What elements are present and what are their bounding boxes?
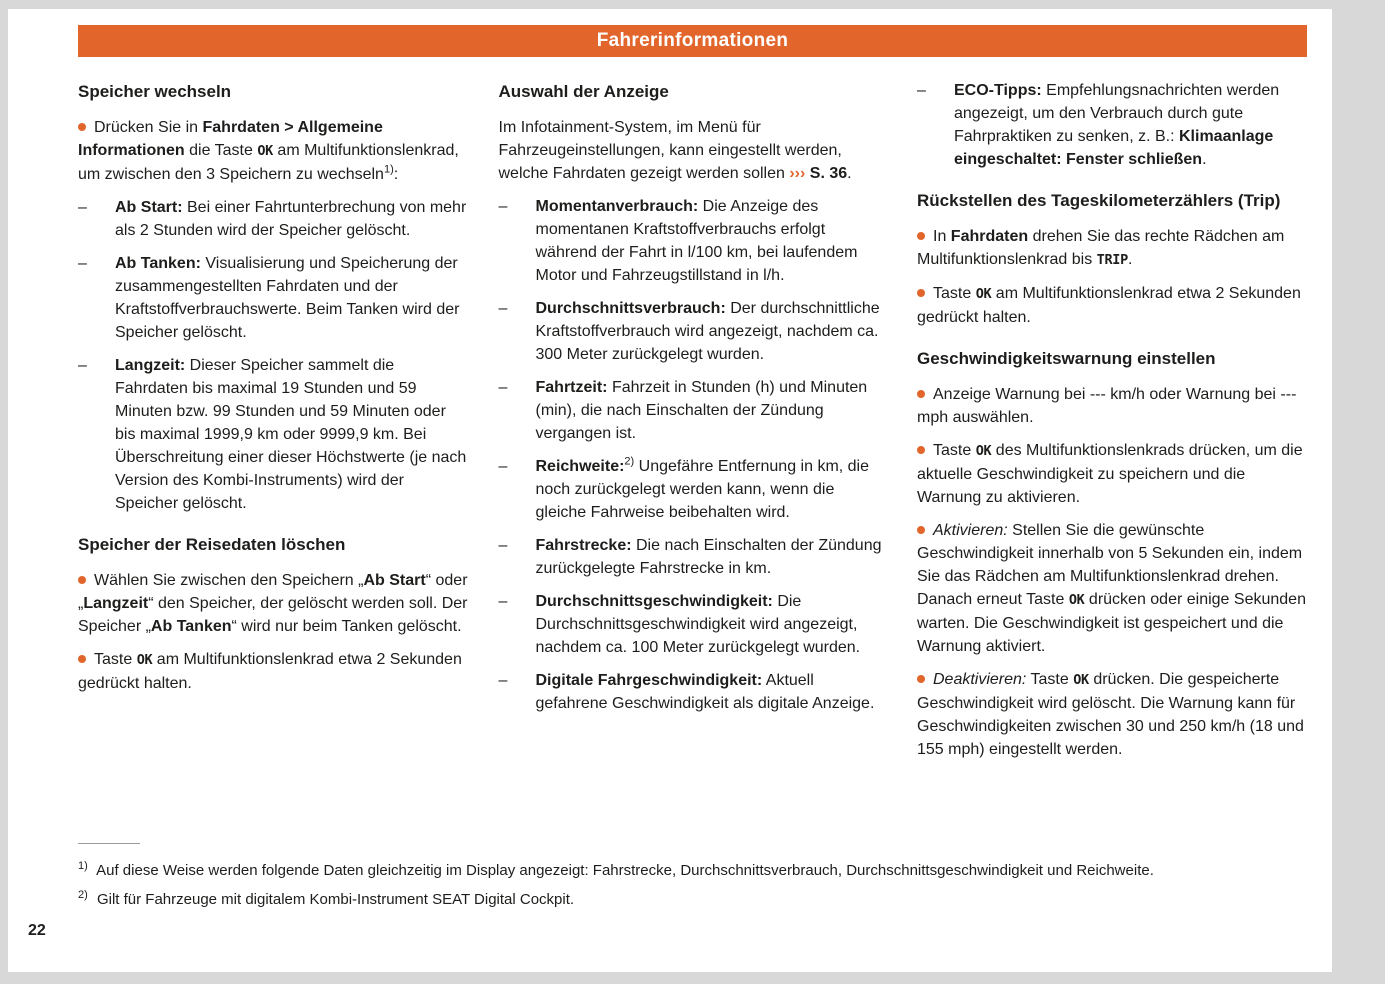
list-item bbox=[499, 534, 889, 580]
text-run: Fahrdaten > Allgemeine Informationen bbox=[78, 119, 383, 159]
list-item bbox=[917, 282, 1307, 329]
footnotes-section bbox=[78, 843, 1318, 918]
list-item bbox=[499, 590, 889, 659]
text-run: des Multifunktionslenkrads drücken, um die aktuelle Geschwindigkeit zu speichern und die Warnung zu aktivieren. bbox=[917, 442, 1303, 506]
text-run: Auswahl der Anzeige bbox=[498, 82, 669, 101]
text-run: : bbox=[393, 166, 399, 183]
bullet-marker bbox=[917, 289, 925, 297]
text-run: Drücken Sie in bbox=[94, 119, 203, 136]
section-heading bbox=[917, 346, 1307, 371]
list-item bbox=[78, 569, 470, 638]
list-item bbox=[78, 354, 470, 515]
list-item bbox=[499, 669, 889, 715]
list-item bbox=[499, 376, 889, 445]
list-item bbox=[917, 79, 1307, 171]
list-item bbox=[78, 116, 470, 186]
dash-marker: – bbox=[917, 82, 926, 99]
bullet-marker bbox=[78, 655, 86, 663]
bullet-marker bbox=[78, 576, 86, 584]
dash-marker: – bbox=[498, 300, 508, 317]
manual-page bbox=[8, 9, 1332, 972]
text-run: Anzeige Warnung bei --- km/h oder Warnung bei --- mph auswählen. bbox=[917, 386, 1297, 426]
text-run: Speicher wechseln bbox=[78, 82, 232, 101]
section-heading bbox=[499, 79, 889, 104]
dash-marker: – bbox=[498, 537, 508, 554]
list-item bbox=[917, 439, 1307, 509]
text-run: Ab Tanken: bbox=[115, 255, 201, 272]
text-run: Rückstellen des Tageskilometerzählers (Trip) bbox=[917, 191, 1281, 210]
text-run: Aktuell gefahrene Geschwindigkeit als digitale Anzeige. bbox=[535, 672, 875, 712]
footnote-reference: 2) bbox=[78, 889, 88, 901]
section-heading bbox=[78, 532, 470, 557]
footnote-reference: 1) bbox=[78, 860, 88, 872]
column-1 bbox=[78, 79, 470, 771]
text-run: Langzeit bbox=[83, 595, 149, 612]
text-run: Ungefähre Entfernung in km, die noch zurückgelegt werden kann, wenn die gleiche Fahrweise beibehalten wird. bbox=[535, 458, 870, 521]
dash-marker: – bbox=[78, 255, 87, 272]
display-key-text: TRIP bbox=[1096, 252, 1128, 268]
display-key-text: OK bbox=[975, 286, 992, 302]
list-item bbox=[917, 383, 1307, 429]
dash-marker: – bbox=[498, 379, 508, 396]
list-item bbox=[78, 196, 470, 242]
text-run: Speicher der Reisedaten löschen bbox=[78, 535, 346, 554]
text-run: “ wird nur beim Tanken gelöscht. bbox=[231, 618, 462, 635]
text-run: Taste bbox=[933, 285, 976, 302]
dash-marker: – bbox=[78, 199, 87, 216]
text-run: . bbox=[1202, 151, 1207, 168]
bullet-marker bbox=[917, 232, 925, 240]
bullet-marker bbox=[917, 390, 925, 398]
text-run: Langzeit: bbox=[115, 357, 186, 374]
text-run: Taste bbox=[1026, 671, 1074, 688]
dash-marker: – bbox=[498, 458, 508, 475]
text-run: drücken oder einige Sekunden warten. Die Geschwindigkeit ist gespeichert und die Warnung aktiviert. bbox=[917, 591, 1306, 655]
text-run: Taste bbox=[933, 442, 976, 459]
text-run: Fahrdaten bbox=[950, 228, 1029, 245]
text-run: Die Durchschnittsgeschwindigkeit wird angezeigt, nachdem ca. 100 Meter zurückgelegt wurden. bbox=[535, 593, 861, 656]
bullet-marker bbox=[917, 526, 925, 534]
text-run: Die nach Einschalten der Zündung zurückgelegte Fahrstrecke in km. bbox=[535, 537, 882, 577]
footnote-divider bbox=[78, 843, 140, 844]
text-run: Reichweite: bbox=[535, 458, 625, 475]
text-run: Empfehlungsnachrichten werden angezeigt, um den Verbrauch durch gute Fahrpraktiken zu senken, z. B.: bbox=[954, 82, 1280, 145]
list-item bbox=[917, 519, 1307, 658]
dash-marker: – bbox=[498, 672, 508, 689]
text-run: die Taste bbox=[184, 142, 258, 159]
bullet-marker bbox=[917, 675, 925, 683]
text-run: Klimaanlage eingeschaltet: Fenster schließen bbox=[954, 128, 1274, 168]
text-run: “ oder „ bbox=[78, 572, 468, 612]
text-run: Bei einer Fahrtunterbrechung von mehr als 2 Stunden wird der Speicher gelöscht. bbox=[115, 199, 467, 239]
display-key-text: OK bbox=[257, 143, 273, 159]
text-run: drehen Sie das rechte Rädchen am Multifunktionslenkrad bis bbox=[917, 228, 1285, 268]
text-run: Ab Start bbox=[363, 572, 426, 589]
text-run: Gilt für Fahrzeuge mit digitalem Kombi-Instrument SEAT Digital Cockpit. bbox=[92, 891, 575, 908]
text-run: Ab Start: bbox=[115, 199, 183, 216]
content-columns bbox=[78, 79, 1307, 771]
text-run: Taste bbox=[94, 651, 137, 668]
text-run: drücken. Die gespeicherte Geschwindigkeit wird gelöscht. Die Warnung kann für Geschwindigkeiten zwischen 30 und 250 km/h (18 und 155 mph) eingestellt werden. bbox=[917, 671, 1304, 758]
list-item bbox=[78, 648, 470, 695]
text-run: Dieser Speicher sammelt die Fahrdaten bis maximal 19 Stunden und 59 Minuten bzw. 99 Stunden und 59 Minuten oder bis maximal 1999,9 km oder 9999,9 km. Bei Überschreitung einer dieser Höchstwerte (je nach Version des Kombi-Instruments) wird der Speicher gelöscht. bbox=[115, 357, 467, 512]
text-run: Digitale Fahrgeschwindigkeit: bbox=[535, 672, 763, 689]
text-run: Stellen Sie die gewünschte Geschwindigkeit innerhalb von 5 Sekunden ein, indem Sie das Rädchen am Multifunktionslenkrad drehen. Danach erneut Taste bbox=[917, 522, 1303, 608]
text-run: Aktivieren: bbox=[933, 522, 1008, 539]
list-item bbox=[78, 252, 470, 344]
section-heading bbox=[78, 79, 470, 104]
dash-marker: – bbox=[78, 357, 87, 374]
display-key-text: OK bbox=[136, 652, 153, 668]
column-3 bbox=[917, 79, 1307, 771]
text-run: . bbox=[847, 165, 852, 182]
text-run: . bbox=[1127, 251, 1133, 268]
footnote-reference: 2) bbox=[624, 455, 635, 468]
column-2 bbox=[499, 79, 889, 771]
text-run: Momentanverbrauch: bbox=[535, 198, 699, 215]
display-key-text: OK bbox=[975, 443, 992, 459]
text-run: “ den Speicher, der gelöscht werden soll. Der Speicher „ bbox=[78, 595, 468, 635]
list-item bbox=[499, 297, 889, 366]
section-heading bbox=[917, 188, 1307, 213]
text-run: Die Anzeige des momentanen Kraftstoffverbrauchs erfolgt während der Fahrt in l/100 km, bei laufendem Motor und Fahrzeugstillstand in l/h. bbox=[535, 198, 858, 284]
page-header-bar bbox=[78, 25, 1307, 57]
footnote bbox=[78, 860, 1318, 881]
text-run: S. 36 bbox=[805, 165, 848, 182]
list-item bbox=[499, 455, 889, 524]
text-run: Visualisierung und Speicherung der zusammengestellten Fahrdaten und der Kraftstoffverbrauchswerte. Beim Tanken wird der Speicher gelöscht. bbox=[115, 255, 460, 341]
list-item bbox=[917, 668, 1307, 761]
text-run: Im Infotainment-System, im Menü für Fahrzeugeinstellungen, kann eingestellt werden, welche Fahrdaten gezeigt werden sollen bbox=[498, 119, 842, 182]
text-run: am Multifunktionslenkrad etwa 2 Sekunden gedrückt halten. bbox=[78, 651, 462, 692]
footnote-list bbox=[78, 860, 1318, 910]
text-run: Durchschnittsgeschwindigkeit: bbox=[535, 593, 773, 610]
dash-marker: – bbox=[498, 198, 508, 215]
text-run: In bbox=[933, 228, 951, 245]
text-run: Der durchschnittliche Kraftstoffverbrauch wird angezeigt, nachdem ca. 300 Meter zurückgelegt wurden. bbox=[535, 300, 880, 363]
dash-marker: – bbox=[498, 593, 508, 610]
text-run: Fahrzeit in Stunden (h) und Minuten (min), die nach Einschalten der Zündung vergangen ist. bbox=[535, 379, 868, 442]
text-run: Fahrstrecke: bbox=[535, 537, 632, 554]
page-title: Fahrerinformationen bbox=[596, 30, 789, 51]
text-run: Ab Tanken bbox=[150, 618, 232, 635]
text-run: Auf diese Weise werden folgende Daten gleichzeitig im Display angezeigt: Fahrstrecke, Durchschnittsverbrauch, Durchschnittsgeschwindigkeit und Reichweite. bbox=[92, 862, 1154, 879]
text-run: Wählen Sie zwischen den Speichern „ bbox=[94, 572, 364, 589]
text-run: Fahrtzeit: bbox=[535, 379, 608, 396]
text-run: am Multifunktionslenkrad, um zwischen den 3 Speichern zu wechseln bbox=[78, 142, 459, 183]
cross-reference-arrows: ››› bbox=[789, 165, 806, 182]
list-item bbox=[917, 225, 1307, 272]
list-item bbox=[499, 195, 889, 287]
bullet-marker bbox=[917, 446, 925, 454]
text-run: am Multifunktionslenkrad etwa 2 Sekunden gedrückt halten. bbox=[917, 285, 1301, 326]
footnote bbox=[78, 889, 1318, 910]
text-run: ECO-Tipps: bbox=[954, 82, 1042, 99]
text-run: Durchschnittsverbrauch: bbox=[535, 300, 726, 317]
footnote-reference: 1) bbox=[383, 163, 394, 176]
display-key-text: OK bbox=[1073, 672, 1089, 688]
page-number: 22 bbox=[28, 922, 46, 939]
display-key-text: OK bbox=[1068, 592, 1085, 608]
text-run: Geschwindigkeitswarnung einstellen bbox=[917, 349, 1216, 368]
text-run: Deaktivieren: bbox=[933, 671, 1027, 688]
paragraph bbox=[499, 116, 889, 185]
bullet-marker bbox=[78, 123, 86, 131]
